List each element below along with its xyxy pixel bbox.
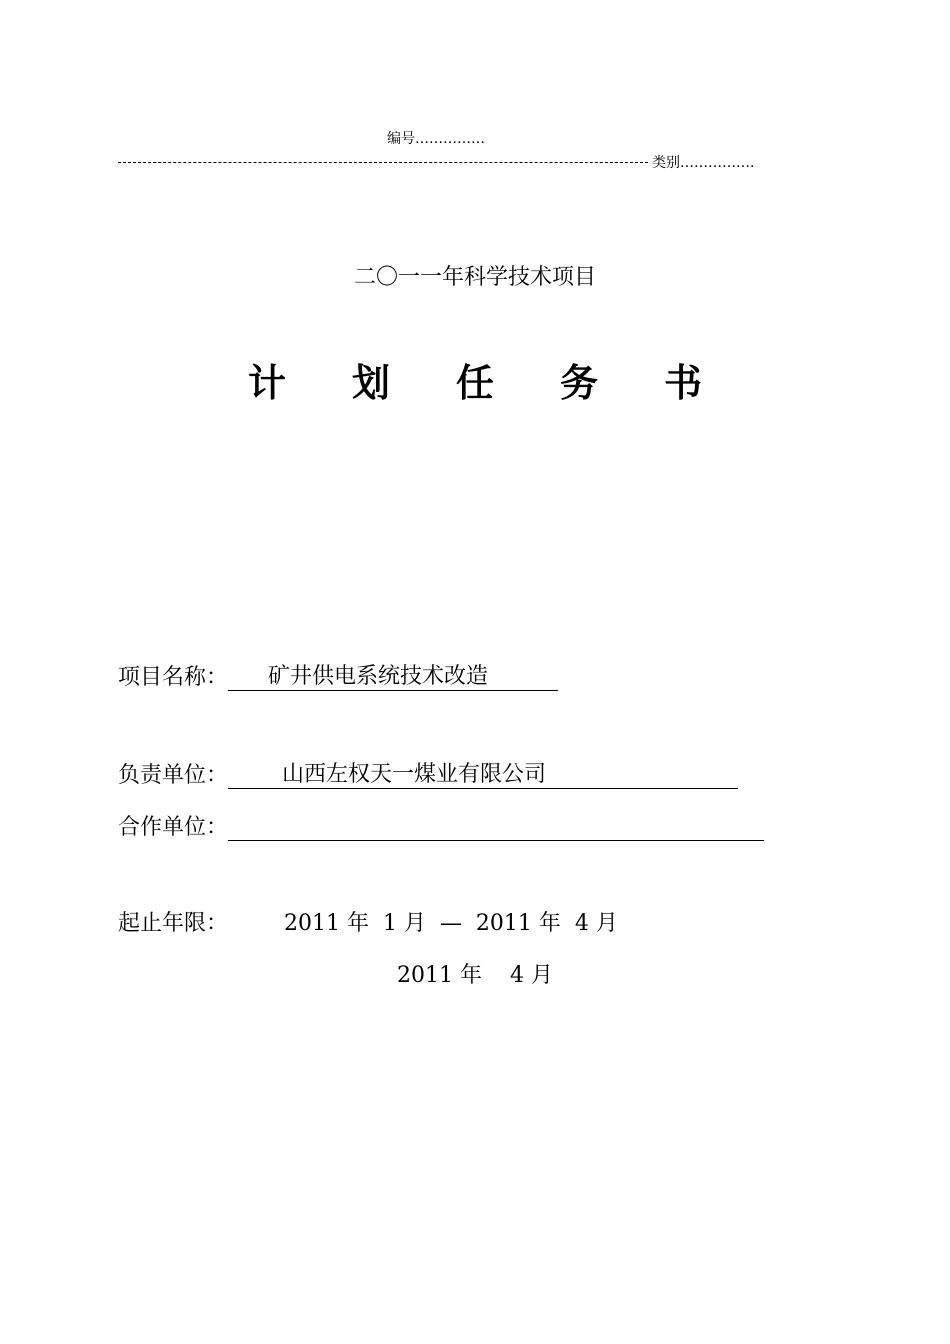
header-divider — [118, 152, 778, 172]
main-title: 计划任务书 — [247, 360, 768, 405]
category-label: 类别……………. — [652, 155, 755, 171]
cooperating-unit-value — [228, 814, 764, 841]
period-row — [118, 906, 618, 937]
dashed-rule — [118, 162, 648, 163]
year-title: 二〇一一年科学技术项目 — [353, 265, 596, 290]
responsible-unit-value: 山西左权天一煤业有限公司 — [228, 762, 738, 789]
serial-number-label: 编号…………… — [387, 131, 485, 147]
period-label: 起止年限： — [118, 911, 229, 936]
responsible-unit-row — [118, 758, 738, 789]
document-date: 2011 年 4 月 — [397, 963, 553, 988]
cooperating-unit-label: 合作单位： — [118, 815, 229, 840]
period-value: 2011 年 1 月 — 2011 年 4 月 — [284, 911, 618, 936]
project-name-value: 矿井供电系统技术改造 — [228, 664, 558, 691]
cooperating-unit-row — [118, 810, 764, 841]
project-name-label: 项目名称： — [118, 665, 229, 690]
project-name-row — [118, 660, 558, 691]
responsible-unit-label: 负责单位： — [118, 763, 229, 788]
